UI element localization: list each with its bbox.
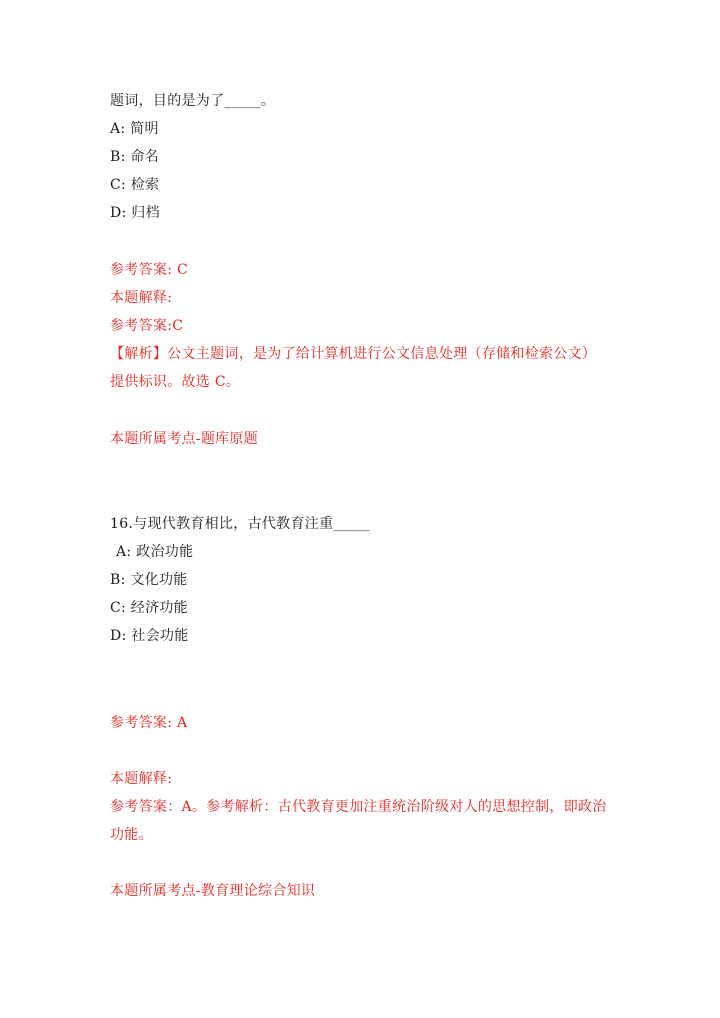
q16-option-b: B: 文化功能 (110, 572, 188, 588)
q16-option-d: D: 社会功能 (110, 628, 189, 644)
q15-answer-repeat: 参考答案:C (110, 318, 184, 334)
q16-analysis-line2: 功能。 (110, 827, 153, 843)
q15-stem-tail: 题词，目的是为了_____。 (110, 93, 276, 109)
q15-explanation-label: 本题解释: (110, 290, 173, 306)
q16-answer: 参考答案: A (110, 715, 188, 731)
q16-option-c: C: 经济功能 (110, 600, 188, 616)
q16-option-a: A: 政治功能 (116, 544, 194, 560)
q16-topic: 本题所属考点-教育理论综合知识 (110, 883, 316, 899)
q15-option-a: A: 简明 (110, 121, 159, 137)
q16-analysis-line1: 参考答案：A。参考解析：古代教育更加注重统治阶级对人的思想控制，即政治 (110, 799, 607, 815)
q15-answer: 参考答案: C (110, 262, 188, 278)
q15-topic: 本题所属考点-题库原题 (110, 431, 259, 447)
q15-analysis-line2: 提供标识。故选 C。 (110, 374, 241, 390)
q15-analysis-line1: 【解析】公文主题词，是为了给计算机进行公文信息处理（存储和检索公文） (110, 346, 597, 362)
q15-option-b: B: 命名 (110, 149, 159, 165)
q15-option-c: C: 检索 (110, 177, 160, 193)
q15-option-d: D: 归档 (110, 205, 160, 221)
q16-stem: 16.与现代教育相比，古代教育注重_____ (110, 516, 370, 532)
q16-explanation-label: 本题解释: (110, 771, 173, 787)
